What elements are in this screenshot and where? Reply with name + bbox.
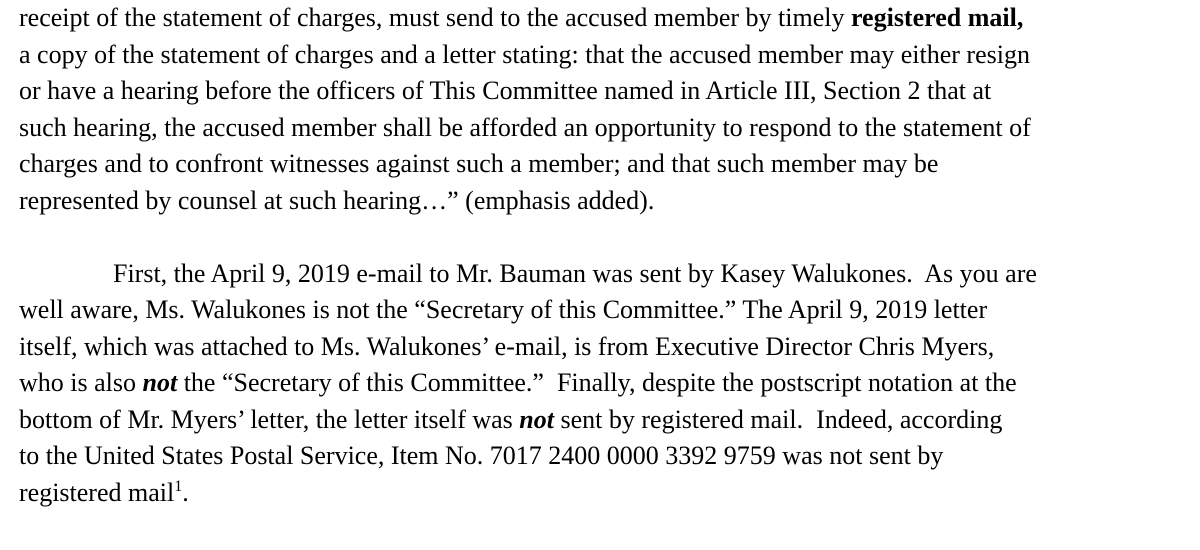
bold-italic-emphasis-not: not [142,368,178,397]
text-run: the “Secretary of this Committee.” Finally, despite the postscript notation at the [177,368,1017,397]
paragraph-gap [19,219,1194,256]
text-line [19,402,1194,439]
bold-comma: , [1016,3,1024,32]
paragraph-quoted-bylaw [19,0,1194,219]
text-run: registered mail [19,477,175,507]
footnote-reference[interactable]: 1 [174,477,183,495]
text-line: a copy of the statement of charges and a letter stating: that the accused member may either resign [19,39,1030,69]
text-run: bottom of Mr. Myers’ letter, the letter itself was [19,404,520,434]
text-run: who is also [19,368,143,397]
text-line: represented by counsel at such hearing…” (emphasis added). [19,185,655,215]
text-run: First, the April 9, 2019 e-mail to Mr. Bauman was sent by Kasey Walukones. As you are [113,258,1037,288]
text-line [19,475,1194,512]
text-line [19,256,1194,293]
text-line: to the United States Postal Service, Item No. 7017 2400 0000 3392 9759 was not sent by [19,441,944,470]
text-line: well aware, Ms. Walukones is not the “Secretary of this Committee.” The April 9, 2019 letter [19,295,988,324]
bold-italic-emphasis-not: not [519,404,554,434]
text-line: or have a hearing before the officers of This Committee named in Article III, Section 2 that at [19,76,992,105]
text-run: . [182,477,189,507]
text-run: receipt of the statement of charges, must send to the accused member by timely [19,3,851,32]
text-line [19,365,1194,402]
text-run: sent by registered mail. Indeed, according [553,404,1003,434]
text-line: such hearing, the accused member shall be afforded an opportunity to respond to the statement of [19,112,1031,142]
text-line: charges and to confront witnesses against such a member; and that such member may be [19,149,939,178]
paragraph-first-argument [19,256,1194,512]
bold-emphasis-registered-mail: registered mail [850,3,1017,32]
text-line [19,0,1194,37]
document-body [19,0,1194,511]
text-line: itself, which was attached to Ms. Walukones’ e-mail, is from Executive Director Chris Myers, [19,331,995,361]
